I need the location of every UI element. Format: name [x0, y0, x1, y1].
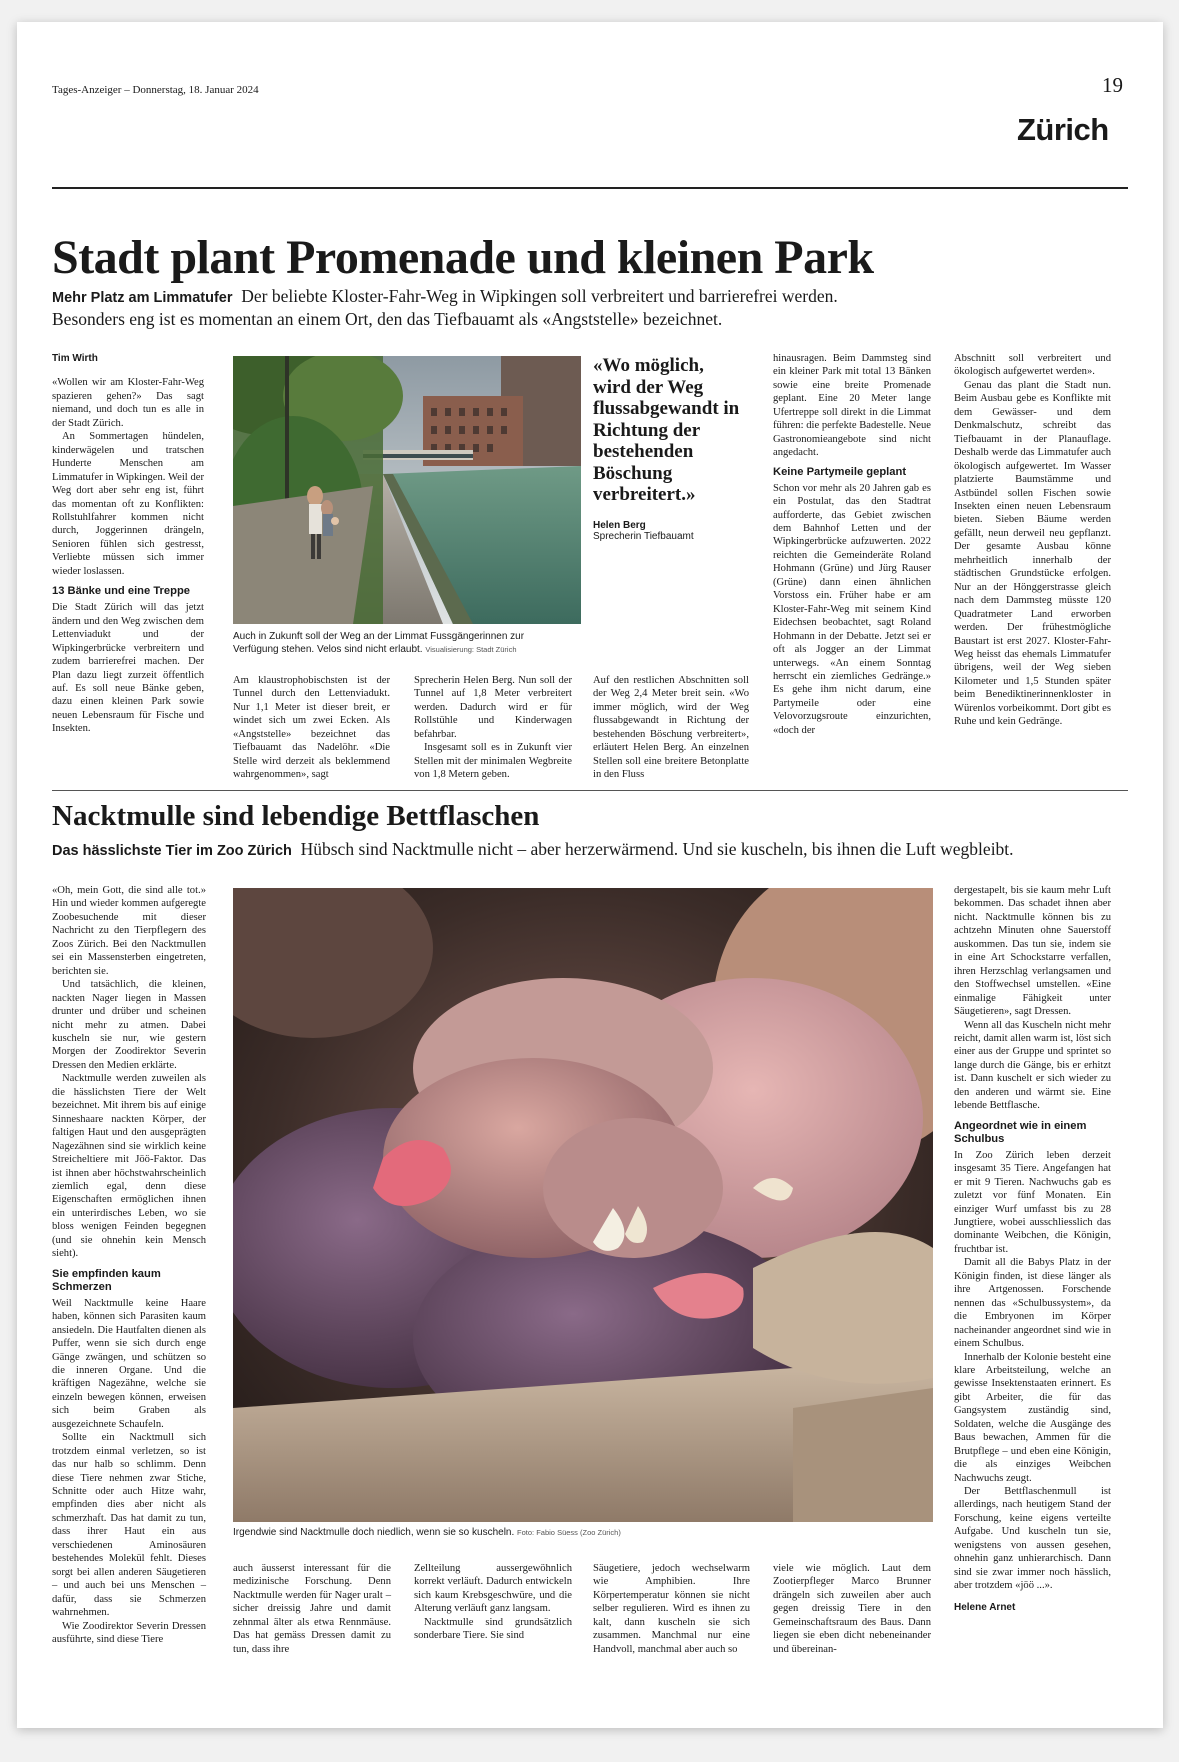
article2-paragraph: In Zoo Zürich leben derzeit insgesamt 35 Tiere. Angefangen hat er mit 9 Tieren. Nachwuchs gab es zuletzt vor fünf Monaten. Ein einziger Wurf umfasst bis zu 28 Jungtiere, wobei ausschliesslich das dominante Weibchen, die Königin, fruchtbar ist. — [954, 1149, 1111, 1255]
article1-paragraph: «Wollen wir am Kloster-Fahr-Weg spazieren gehen?» Das sagt niemand, und doch tun es alle in der Stadt Zürich. — [52, 377, 204, 429]
article1-col5 — [773, 352, 931, 737]
image-credit: Visualisierung: Stadt Zürich — [425, 645, 517, 654]
article-divider — [52, 790, 1128, 791]
article1-lead — [52, 286, 1132, 330]
article2-lead — [52, 839, 1142, 862]
article1-paragraph: Die Stadt Zürich will das jetzt ändern und den Weg zwischen dem Lettenviadukt und der Wipkingerbrücke verbreitern und zudem barrierefrei machen. Der Plan dazu liegt zurzeit öffentlich auf. Es soll neue Bänke geben, dazu einen kleinen Park sowie neuen Lebensraum für Fische und Insekten. — [52, 602, 204, 735]
article1-col1 — [52, 352, 204, 736]
article2-bottom-col3 — [593, 1562, 750, 1656]
article1-col6 — [954, 352, 1111, 729]
article1-kicker: Mehr Platz am Limmatufer — [52, 290, 233, 306]
article1-paragraph: Insgesamt soll es in Zukunft vier Stellen mit der minimalen Wegbreite von 1,8 Metern geben. — [414, 742, 572, 781]
caption-text: Irgendwie sind Nacktmulle doch niedlich, wenn sie so kuscheln. — [233, 1527, 515, 1538]
article2-author: Helene Arnet — [954, 1601, 1016, 1613]
article2-paragraph: Wie Zoodirektor Severin Dressen ausführte, sind diese Tiere — [52, 1620, 206, 1646]
article1-paragraph: Abschnitt soll verbreitert und ökologisch aufgewertet werden». — [954, 353, 1111, 378]
mole-rat-image-caption — [233, 1526, 933, 1539]
article1-subhead-benches: 13 Bänke und eine Treppe — [52, 585, 191, 598]
article2-paragraph: Damit all die Babys Platz in der Königin finden, ist diese länger als ihre Artgenossen. Forschende nennen das «Schulbussystem», da die Embryonen im Körper nacheinander angeordnet sind wie in einem Schulbus. — [954, 1257, 1111, 1350]
article2-kicker: Das hässlichste Tier im Zoo Zürich — [52, 843, 292, 859]
article1-paragraph: Genau das plant die Stadt nun. Beim Ausbau gebe es Konflikte mit dem Gewässer- und dem Denkmalschutz, schreibt das Tiefbauamt in der Planauflage. Deshalb werde das Limmatufer auch ökologisch aufgewertet. Im Wasser platzierte Baumstämme und Astbündel sollen Fischen sowie Insekten einen neuen Lebensraum bieten. Sieben Bäume werden gefällt, neun derweil neu gepflanzt. Der gesamte Ausbau könne mehrheitlich innerhalb der städtischen Grundstücke erfolgen. Nur an der Hönggerstrasse gleich nach dem Dammsteg müsste 120 Quadratmeter Land erworben werden. Der frühestmögliche Baustart ist erst 2027. Kloster-Fahr-Weg heisst das ehemals Limmatufer übrigens, weil der Weg sieben Kilometer und 1,5 Stunden später beim Benediktinerinnenkloster in Würenlos vorbeikommt. Dort gibt es Ruhe und kein Gedränge. — [954, 379, 1111, 728]
pull-quote-text: «Wo möglich, wird der Weg flussabgewandt in Richtung der bestehenden Böschung verbreitert.» — [593, 355, 740, 505]
article1-lead-line1: Der beliebte Kloster-Fahr-Weg in Wipkingen soll verbreitert und barrierefrei werden. — [241, 286, 838, 306]
article2-paragraph: Säugetiere, jedoch wechselwarm wie Amphibien. Ihre Körpertemperatur können sie nicht selber regulieren. Wird es ihnen zu kalt, dann kuscheln sie sich zusammen. Manchmal nur eine Handvoll, manchmal aber auch so — [593, 1563, 750, 1655]
pull-quote — [593, 355, 743, 542]
article1-subhead-party: Keine Partymeile geplant — [773, 465, 907, 478]
section-title: Zürich — [1017, 112, 1109, 147]
promenade-visualization-image — [233, 356, 581, 624]
article2-paragraph: Nacktmulle sind grundsätzlich sonderbare Tiere. Sie sind — [414, 1616, 572, 1642]
masthead-date: Tages-Anzeiger – Donnerstag, 18. Januar 2024 — [52, 84, 259, 96]
caption-text: Auch in Zukunft soll der Weg an der Limmat Fussgängerinnen zur Verfügung stehen. Velos sind nicht erlaubt. — [233, 631, 525, 655]
article1-paragraph: Sprecherin Helen Berg. Nun soll der Tunnel auf 1,8 Meter verbreitert werden. Dadurch wird er für Rollstühle und Kinderwagen befahrbar. — [414, 675, 572, 740]
header-rule — [52, 187, 1128, 189]
article1-paragraph: Auf den restlichen Abschnitten soll der Weg 2,4 Meter breit sein. «Wo immer möglich, wird der Weg flussabgewandt in Richtung der bestehenden Böschung verbreitert», erläutert Helen Berg. An einzelnen Stellen soll eine breitere Betonplatte in den Fluss — [593, 675, 749, 781]
article2-col1 — [52, 884, 206, 1646]
pull-quote-role: Sprecherin Tiefbauamt — [593, 530, 694, 542]
article2-bottom-col1 — [233, 1562, 391, 1656]
promenade-image-caption — [233, 630, 553, 656]
article2-bottom-col2 — [414, 1562, 572, 1643]
article1-col2 — [233, 674, 390, 782]
pull-quote-name: Helen Berg — [593, 519, 646, 531]
article2-lead-text: Hübsch sind Nacktmulle nicht – aber herzerwärmend. Und sie kuscheln, bis ihnen die Luft wegbleibt. — [300, 839, 1014, 859]
article2-paragraph: dergestapelt, bis sie kaum mehr Luft bekommen. Das schadet ihnen aber nicht. Nacktmulle können bis zu achtzehn Minuten ohne Sauerstoff auskommen. Das tun sie, indem sie in eine Art Schockstarre verfallen, ihren Herzschlag verlangsamen und den Stoffwechsel umstellen. «Eine einmalige Fähigkeit unter Säugetieren», sagt Dressen. — [954, 885, 1111, 1018]
article2-paragraph: viele wie möglich. Laut dem Zootierpfleger Marco Brunner drängeln sich zuweilen aber auch gegen dreissig Tiere in den Gemeinschaftsraum des Baus. Dann liegen sie eben dicht nebeneinander und übereinan- — [773, 1563, 931, 1655]
newspaper-page — [17, 22, 1163, 1728]
article1-col3 — [414, 674, 572, 782]
naked-mole-rat-photo-image — [233, 888, 933, 1522]
article2-bottom-col4 — [773, 1562, 931, 1656]
article1-author: Tim Wirth — [52, 353, 98, 364]
page-number: 19 — [1102, 73, 1123, 97]
article2-paragraph: «Oh, mein Gott, die sind alle tot.» Hin und wieder kommen aufgeregte Zoobesuchende mit dieser Nachricht zu den Tierpflegern des Zoos Zürich. Bei den Nacktmullen sei ein Massensterben eingetreten, berichten sie. — [52, 885, 206, 977]
article2-paragraph: Und tatsächlich, die kleinen, nackten Nager liegen in Massen drunter und drüber und scheinen nicht mehr zu atmen. Dabei kuscheln sie nur, wie gestern Morgen der Zoodirektor Severin Dressen den Medien erklärte. — [52, 979, 206, 1071]
article1-paragraph: Am klaustrophobischsten ist der Tunnel durch den Lettenviadukt. Nur 1,1 Meter ist dieser breit, er windet sich um zwei Ecken. Als «Angststelle» bezeichnet das Tiefbauamt das Nadelöhr. «Die Stelle wird derzeit als beklemmend wahrgenommen», sagt — [233, 675, 390, 781]
image-credit: Foto: Fabio Süess (Zoo Zürich) — [517, 1528, 621, 1537]
promenade-visualization — [233, 356, 581, 624]
article2-paragraph: Weil Nacktmulle keine Haare haben, können sich Parasiten kaum ansiedeln. Die Hautfalten dienen als Puffer, wenn sie sich durch enge Gänge zwängen, und schützen so die inneren Organe. Und die kräftigen Nagezähne, welche sie einzeln bewegen können, erweisen sich beim Graben als ausgezeichnete Schaufeln. — [52, 1297, 206, 1430]
article2-paragraph: Wenn all das Kuscheln nicht mehr reicht, damit allen warm ist, löst sich einer aus der Gruppe und sprintet so lange durch die Gänge, bis er erhitzt ist. Dann kuschelt er sich wieder zu den anderen und wärmt sie. Eine lebende Bettflasche. — [954, 1019, 1111, 1112]
article2-paragraph: Nacktmulle werden zuweilen als die hässlichsten Tiere der Welt bezeichnet. Mit ihrem bis auf einige Sinneshaare nackten Körper, der faltigen Haut und den ausgeprägten Nagezähnen sind sie wirklich keine Streicheltiere mit Jöö-Faktor. Das ist ihnen aber höchstwahrscheinlich ziemlich egal, denn diese Eigenschaften ermöglichen ihnen ein unterirdisches Leben, wo sie bloss wenigen Feinden begegnen (und sie ohnehin kein Mensch sieht). — [52, 1073, 206, 1260]
article1-paragraph: An Sommertagen hündelen, kinderwägelen und tratschen Hunderte Menschen am Limmatufer in Wipkingen. Weil der Weg dort aber sehr eng ist, führt das momentan oft zu Konflikten: Rollstuhlfahrer kommen nicht durch, Joggerinnen drängeln, Senioren fühlen sich gestresst, Verliebte müssen sich immer wieder loslassen. — [52, 431, 204, 577]
article1-paragraph: Schon vor mehr als 20 Jahren gab es ein Postulat, das den Stadtrat aufforderte, das Gebiet zwischen dem Bahnhof Letten und der Wipkingerbrücke aufzuwerten. 2022 reichten die Gemeinderäte Roland Hohmann (Grüne) und Jürg Rauser (Grüne) dann einen ähnlichen Vorstoss ein. Früher habe er am Kloster-Fahr-Weg mit seinem Kind Eidechsen beobachtet, sagt Roland Hohmann in der Debatte. Jetzt sei er oft als Jogger an der Limmat unterwegs. «An einem Sonntag herrscht ein ziemliches Gedränge.» Es gehe ihm nicht darum, eine Partymeile oder eine Velovorzugsroute einzurichten, «doch der — [773, 482, 931, 736]
article2-paragraph: auch äusserst interessant für die medizinische Forschung. Denn Nacktmulle werden für Nager uralt – sicher dreissig Jahre und damit zehnmal älter als etwa Rennmäuse. Das hat gemäss Dressen damit zu tun, dass ihre — [233, 1563, 391, 1655]
article1-headline: Stadt plant Promenade und kleinen Park — [52, 231, 874, 284]
article1-paragraph: hinausragen. Beim Dammsteg sind ein kleiner Park mit total 13 Bänken sowie eine breite Promenade geplant. Eine 20 Meter lange Ufertreppe soll direkt in die Limmat führen: die perfekte Badestelle. Neue Gastronomieangebote sind nicht angedacht. — [773, 353, 931, 459]
article2-col6 — [954, 884, 1111, 1614]
article2-headline: Nacktmulle sind lebendige Bettflaschen — [52, 800, 540, 832]
article1-lead-line2: Besonders eng ist es momentan an einem Ort, den das Tiefbauamt als «Angststelle» bezeichnet. — [52, 309, 723, 329]
article2-subhead-schoolbus: Angeordnet wie in einem Schulbus — [954, 1119, 1087, 1145]
article1-col4 — [593, 674, 749, 782]
article2-paragraph: Zellteilung aussergewöhnlich korrekt verläuft. Dadurch entwickeln sich kaum Krebsgeschwüre, und die Alterung verläuft ganz langsam. — [414, 1563, 572, 1615]
naked-mole-rat-photo — [233, 888, 933, 1522]
article2-paragraph: Der Bettflaschenmull ist allerdings, nach heutigem Stand der Forschung, keine eigens verteilte Aufgabe. Und kuscheln tun sie, wenigstens von aussen gesehen, ohnehin ganz unhierarchisch. Dann sind sie zwar immer noch hässlich, aber trotzdem «jöö ...». — [954, 1486, 1111, 1592]
article2-paragraph: Innerhalb der Kolonie besteht eine klare Arbeitsteilung, welche an gewisse Insektenstaaten erinnert. Es gibt Arbeiter, die für das Gangsystem zuständig sind, Soldaten, welche die Ausgänge des Baus bewachen, Ammen für die Brutpflege – und eben eine Königin, die als einziges Weibchen Nachwuchs zeugt. — [954, 1351, 1111, 1484]
article2-paragraph: Sollte ein Nacktmull sich trotzdem einmal verletzen, so ist das nur halb so schlimm. Denn diese Tiere nehmen zwar Stiche, Schnitte oder auch Hitze wahr, empfinden dies aber nicht als schmerzhaft. Das hat damit zu tun, dass ihrer Haut ein aus verschiedenen Aminosäuren bestehendes Molekül fehlt. Dieses sorgt bei allen anderen Säugetieren – und auch bei uns Menschen – dafür, dass sie Schmerzen wahrnehmen. — [52, 1432, 206, 1619]
article2-subhead-pain: Sie empfinden kaum Schmerzen — [52, 1267, 161, 1293]
